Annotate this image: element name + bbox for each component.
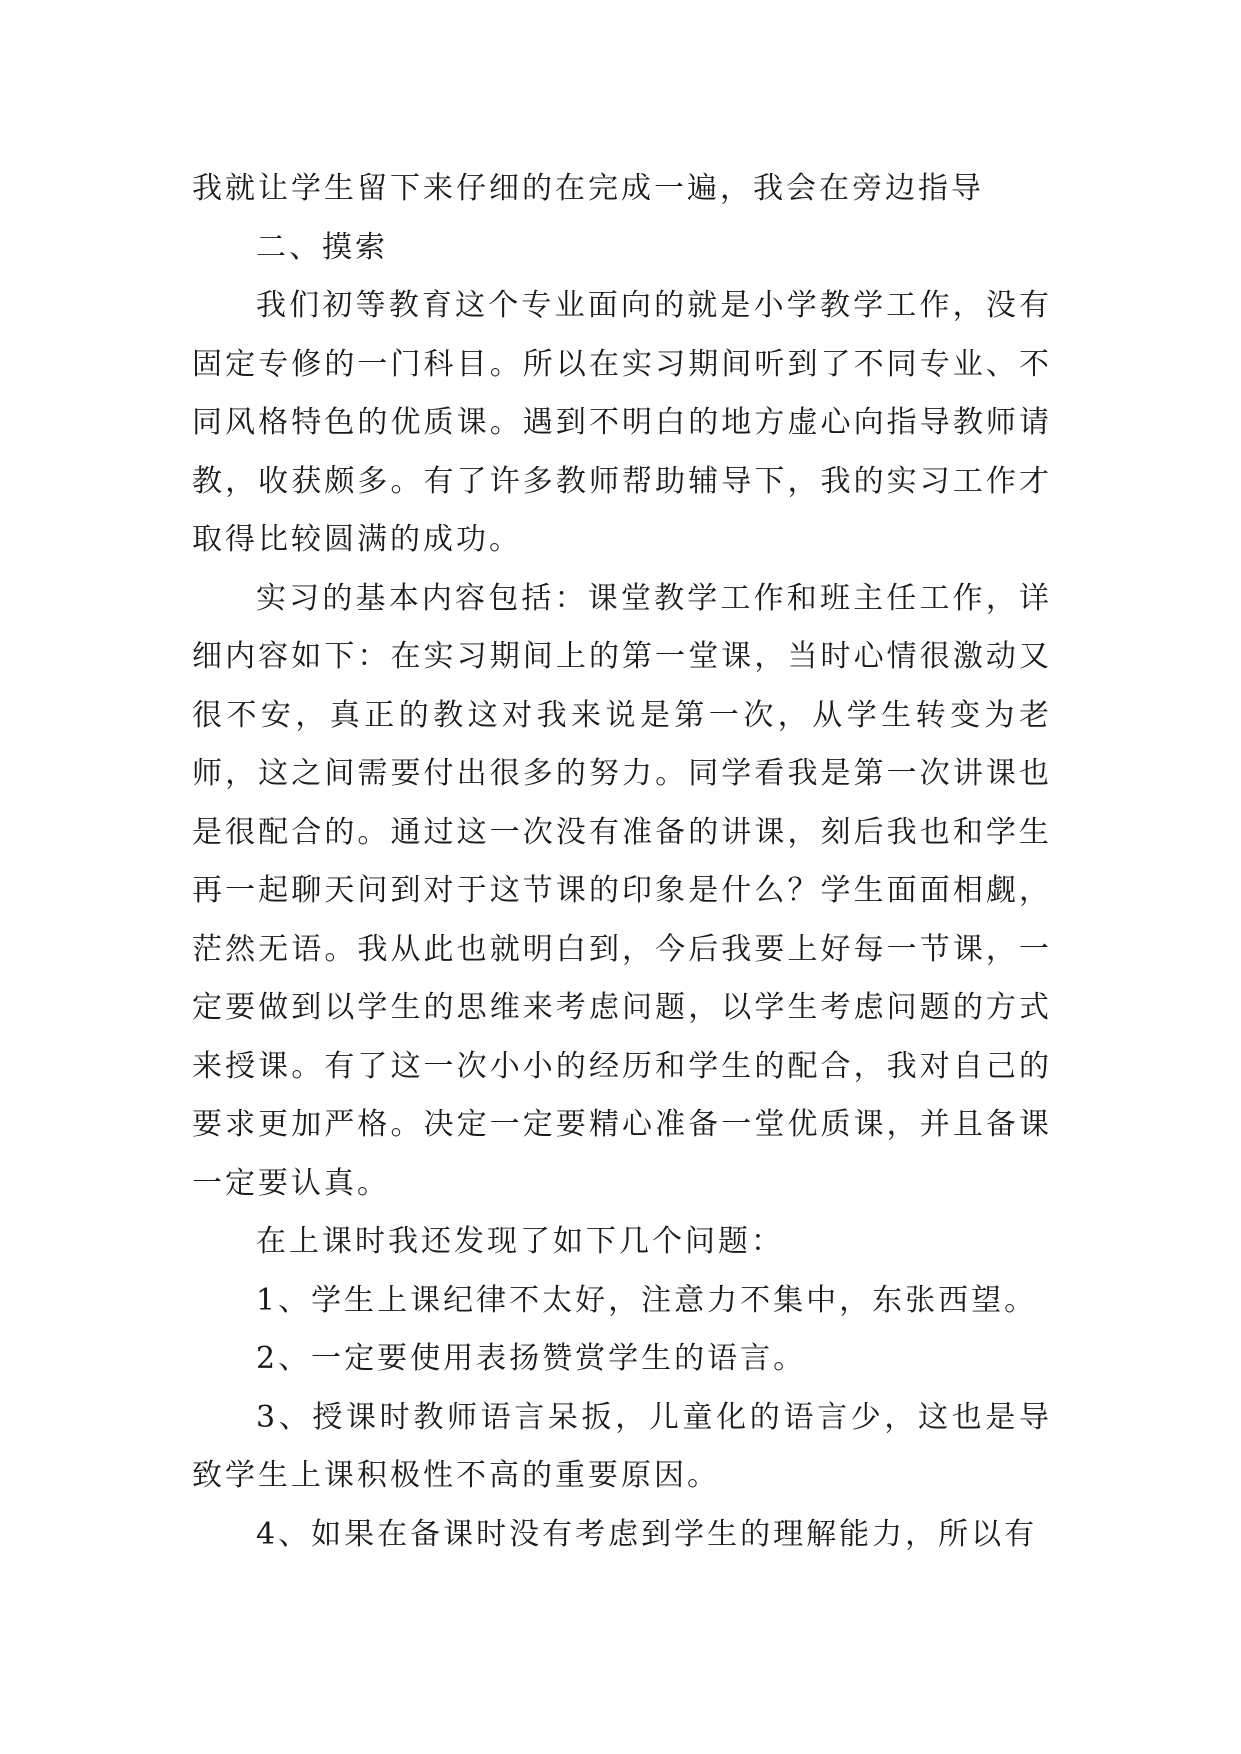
paragraph-internship-content: 实习的基本内容包括：课堂教学工作和班主任工作，详细内容如下：在实习期间上的第一堂课，当时心情很激动又很不安，真正的教这对我来说是第一次，从学生转变为老师，这之间需要付出很多的努力。同学看我是第一次讲课也是很配合的。通过这一次没有准备的讲课，刻后我也和学生再一起聊天问到对于这节课的印象是什么？学生面面相觑，茫然无语。我从此也就明白到，今后我要上好每一节课，一定要做到以学生的思维来考虑问题，以学生考虑问题的方式来授课。有了这一次小小的经历和学生的配合，我对自己的要求更加严格。决定一定要精心准备一堂优质课，并且备课一定要认真。 xyxy=(192,580,1052,1201)
list-item-problem-1: 1、学生上课纪律不太好，注意力不集中，东张西望。 xyxy=(256,1282,1038,1318)
section-heading-explore: 二、摸索 xyxy=(256,229,388,265)
document-body xyxy=(192,160,1052,1564)
list-item-problem-3: 3、授课时教师语言呆扳，儿童化的语言少，这也是导致学生上课积极性不高的重要原因。 xyxy=(192,1399,1052,1493)
paragraph-major-intro: 我们初等教育这个专业面向的就是小学教学工作，没有固定专修的一门科目。所以在实习期间听到了不同专业、不同风格特色的优质课。遇到不明白的地方虚心向指导教师请教，收获颇多。有了许多教师帮助辅导下，我的实习工作才取得比较圆满的成功。 xyxy=(192,288,1052,557)
paragraph-continuation: 我就让学生留下来仔细的在完成一遍，我会在旁边指导 xyxy=(192,171,984,206)
list-item-problem-4: 4、如果在备课时没有考虑到学生的理解能力，所以有 xyxy=(256,1516,1038,1552)
paragraph-problems-intro: 在上课时我还发现了如下几个问题： xyxy=(256,1224,784,1259)
list-item-problem-2: 2、一定要使用表扬赞赏学生的语言。 xyxy=(256,1341,807,1376)
